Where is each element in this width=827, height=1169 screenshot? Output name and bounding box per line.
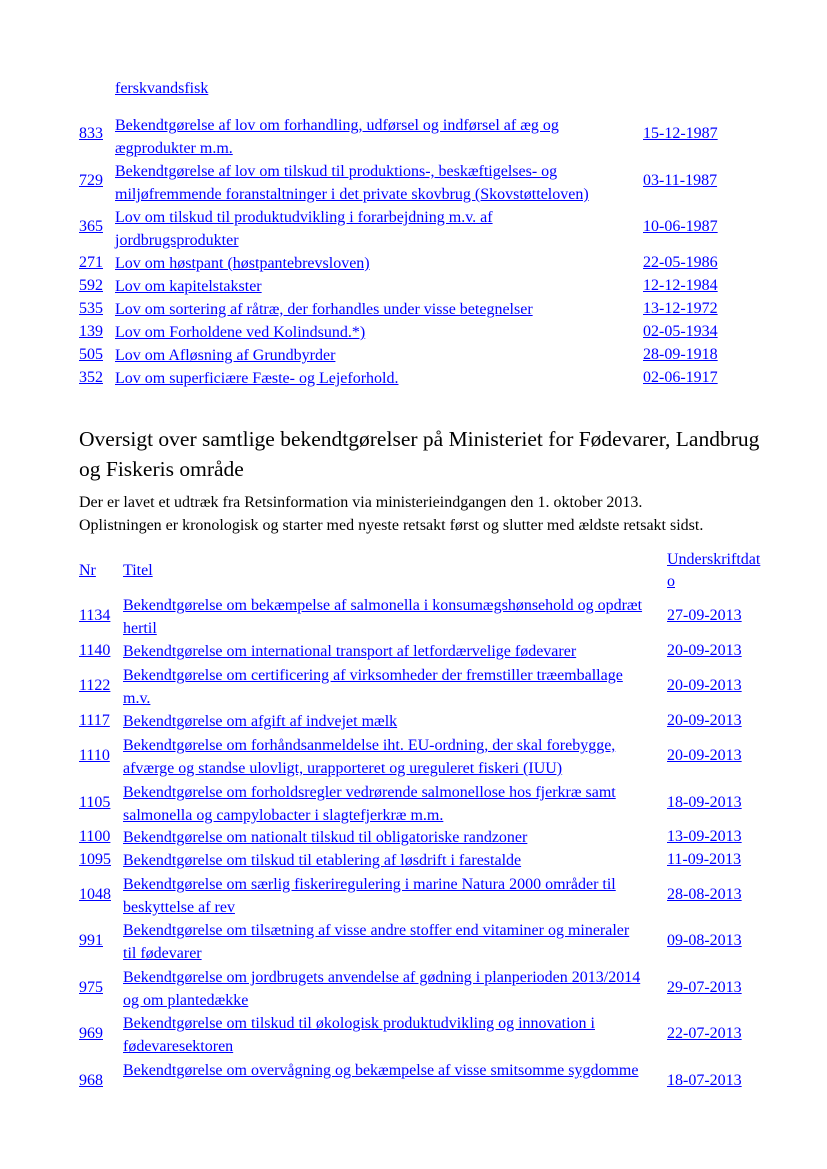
law-date-link[interactable]: 13-12-1972 [643, 300, 718, 317]
law-number-link[interactable]: 365 [79, 218, 103, 235]
regulation-title-link[interactable]: Bekendtgørelse om forhåndsanmeldelse iht. EU-ordning, der skal forebygge, [123, 737, 616, 754]
law-title-link[interactable]: Lov om tilskud til produktudvikling i forarbejdning m.v. af [115, 209, 493, 226]
regulation-title-link[interactable]: salmonella og campylobacter i slagtefjerkræ m.m. [123, 807, 444, 824]
regulation-title-link[interactable]: Bekendtgørelse om certificering af virksomheder der fremstiller træemballage [123, 667, 623, 684]
regulation-title-link[interactable]: til fødevarer [123, 945, 202, 962]
regulation-number-link[interactable]: 1048 [79, 886, 111, 903]
regulation-number-link[interactable]: 1122 [79, 677, 111, 694]
law-title-link[interactable]: Lov om Afløsning af Grundbyrder [115, 347, 336, 364]
regulation-date-link[interactable]: 27-09-2013 [667, 607, 742, 624]
law-title-link[interactable]: Lov om superficiære Fæste- og Lejeforhold. [115, 370, 399, 387]
regulation-date-link[interactable]: 18-09-2013 [667, 794, 742, 811]
column-header-nr[interactable]: Nr [79, 562, 96, 579]
law-title-link[interactable]: Lov om høstpant (høstpantebrevsloven) [115, 255, 370, 272]
law-date-link[interactable]: 10-06-1987 [643, 218, 718, 235]
law-title-link[interactable]: jordbrugsprodukter [115, 232, 239, 249]
regulation-title-link[interactable]: Bekendtgørelse om særlig fiskeriregulering i marine Natura 2000 områder til [123, 876, 616, 893]
regulation-date-link[interactable]: 13-09-2013 [667, 828, 742, 845]
law-number-link[interactable]: 729 [79, 172, 103, 189]
regulation-number-link[interactable]: 968 [79, 1072, 103, 1089]
law-title-link[interactable]: Bekendtgørelse af lov om forhandling, udførsel og indførsel af æg og [115, 117, 559, 134]
law-title-link[interactable]: Lov om Forholdene ved Kolindsund.*) [115, 324, 366, 341]
regulation-title-link[interactable]: Bekendtgørelse om tilskud til etablering af løsdrift i farestalde [123, 852, 522, 869]
regulation-number-link[interactable]: 969 [79, 1025, 103, 1042]
regulation-title-link[interactable]: Bekendtgørelse om forholdsregler vedrørende salmonellose hos fjerkræ samt [123, 784, 616, 801]
regulation-date-link[interactable]: 28-08-2013 [667, 886, 742, 903]
regulation-date-link[interactable]: 20-09-2013 [667, 747, 742, 764]
regulation-number-link[interactable]: 991 [79, 932, 103, 949]
regulation-number-link[interactable]: 1105 [79, 794, 111, 811]
column-header-title[interactable]: Titel [123, 562, 153, 579]
regulation-number-link[interactable]: 1140 [79, 642, 111, 659]
regulation-title-link[interactable]: Bekendtgørelse om international transport af letfordærvelige fødevarer [123, 643, 577, 660]
regulation-title-link[interactable]: m.v. [123, 690, 151, 707]
law-number-link[interactable]: 271 [79, 254, 103, 271]
column-header-date-wrap[interactable]: o [667, 573, 675, 590]
regulation-title-link[interactable]: Bekendtgørelse om nationalt tilskud til obligatoriske randzoner [123, 829, 528, 846]
law-number-link[interactable]: 535 [79, 300, 103, 317]
law-number-link[interactable]: 833 [79, 125, 103, 142]
regulation-title-link[interactable]: afværge og standse ulovligt, urapporteret og ureguleret fiskeri (IUU) [123, 760, 563, 777]
regulation-number-link[interactable]: 1117 [79, 712, 110, 729]
intro-line: Der er lavet et udtræk fra Retsinformation via ministerieindgangen den 1. oktober 2013. [79, 494, 643, 511]
law-date-link[interactable]: 03-11-1987 [643, 172, 718, 189]
regulation-date-link[interactable]: 20-09-2013 [667, 677, 742, 694]
law-title-link[interactable]: ægprodukter m.m. [115, 140, 233, 157]
column-header-date[interactable]: Underskriftdat [667, 551, 761, 568]
regulation-title-link[interactable]: Bekendtgørelse om overvågning og bekæmpelse af visse smitsomme sygdomme [123, 1062, 639, 1079]
regulation-title-link[interactable]: Bekendtgørelse om afgift af indvejet mælk [123, 713, 398, 730]
law-date-link[interactable]: 22-05-1986 [643, 254, 718, 271]
law-date-link[interactable]: 02-05-1934 [643, 323, 718, 340]
law-number-link[interactable]: 505 [79, 346, 103, 363]
regulation-title-link[interactable]: Bekendtgørelse om bekæmpelse af salmonella i konsumægshønsehold og opdræt [123, 597, 643, 614]
regulation-date-link[interactable]: 29-07-2013 [667, 979, 742, 996]
regulation-title-link[interactable]: Bekendtgørelse om jordbrugets anvendelse af gødning i planperioden 2013/2014 [123, 969, 641, 986]
regulation-date-link[interactable]: 22-07-2013 [667, 1025, 742, 1042]
regulation-title-link[interactable]: hertil [123, 620, 157, 637]
law-title-link[interactable]: Lov om sortering af råtræ, der forhandles under visse betegnelser [115, 301, 533, 318]
law-title-link[interactable]: miljøfremmende foranstaltninger i det private skovbrug (Skovstøtteloven) [115, 186, 589, 203]
regulation-number-link[interactable]: 1134 [79, 607, 111, 624]
regulation-number-link[interactable]: 1110 [79, 747, 110, 764]
regulation-title-link[interactable]: fødevaresektoren [123, 1038, 234, 1055]
regulation-number-link[interactable]: 1095 [79, 851, 111, 868]
law-date-link[interactable]: 12-12-1984 [643, 277, 718, 294]
regulation-number-link[interactable]: 1100 [79, 828, 111, 845]
intro-line: Oplistningen er kronologisk og starter med nyeste retsakt først og slutter med ældste retsakt sidst. [79, 517, 704, 534]
regulation-title-link[interactable]: Bekendtgørelse om tilskud til økologisk produktudvikling og innovation i [123, 1015, 595, 1032]
intro-paragraph [79, 491, 703, 537]
regulation-date-link[interactable]: 09-08-2013 [667, 932, 742, 949]
law-title-link[interactable]: Bekendtgørelse af lov om tilskud til produktions-, beskæftigelses- og [115, 163, 558, 180]
regulation-date-link[interactable]: 20-09-2013 [667, 712, 742, 729]
law-number-link[interactable]: 139 [79, 323, 103, 340]
law-date-link[interactable]: 15-12-1987 [643, 125, 718, 142]
law-number-link[interactable]: 352 [79, 369, 103, 386]
regulation-date-link[interactable]: 20-09-2013 [667, 642, 742, 659]
law-title-link[interactable]: Lov om kapitelstakster [115, 278, 262, 295]
law-date-link[interactable]: 28-09-1918 [643, 346, 718, 363]
regulation-number-link[interactable]: 975 [79, 979, 103, 996]
regulation-date-link[interactable]: 18-07-2013 [667, 1072, 742, 1089]
law-number-link[interactable]: 592 [79, 277, 103, 294]
regulation-title-link[interactable]: beskyttelse af rev [123, 899, 235, 916]
regulation-date-link[interactable]: 11-09-2013 [667, 851, 742, 868]
law-link-continuation[interactable]: ferskvandsfisk [115, 80, 209, 97]
law-date-link[interactable]: 02-06-1917 [643, 369, 718, 386]
regulation-title-link[interactable]: Bekendtgørelse om tilsætning af visse andre stoffer end vitaminer og mineraler [123, 922, 630, 939]
regulation-title-link[interactable]: og om plantedække [123, 992, 249, 1009]
section-heading: Oversigt over samtlige bekendtgørelser på Ministeriet for Fødevarer, Landbrug og Fiskeris område [79, 427, 760, 481]
